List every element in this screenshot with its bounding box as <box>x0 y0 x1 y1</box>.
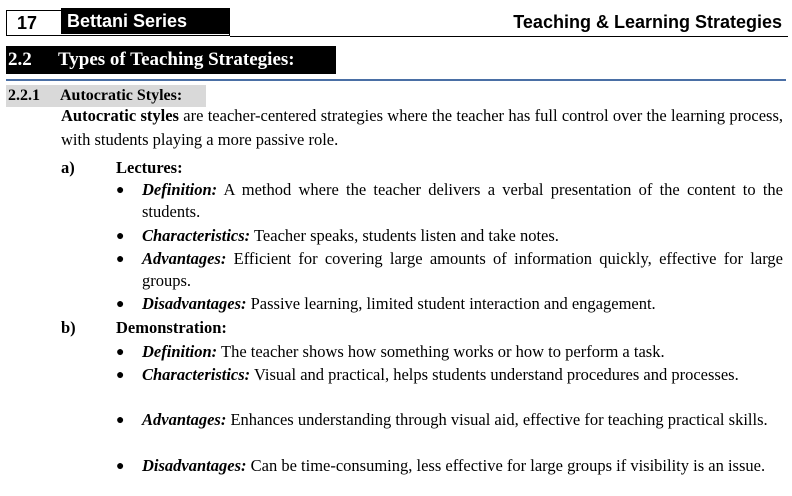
list-item <box>142 248 783 292</box>
point-text: Teacher speaks, students listen and take notes. <box>250 226 559 245</box>
point-text: Can be time-consuming, less effective for large groups if visibility is an issue. <box>246 456 766 475</box>
list-item <box>142 225 783 247</box>
point-text: Efficient for covering large amounts of information quickly, effective for large groups. <box>142 249 783 290</box>
intro-paragraph <box>61 104 783 152</box>
point-term: Advantages: <box>142 249 227 268</box>
point-term: Advantages: <box>142 410 227 429</box>
point-text: The teacher shows how something works or how to perform a task. <box>217 342 665 361</box>
point-term: Characteristics: <box>142 226 251 245</box>
list-item <box>142 341 783 363</box>
subsection-title: Autocratic Styles: <box>60 87 183 104</box>
page-header <box>6 8 788 38</box>
bullet-icon: ● <box>116 183 125 198</box>
point-term: Definition: <box>142 180 218 199</box>
item-title: Lectures: <box>116 158 183 177</box>
subsection-number: 2.2.1 <box>8 87 40 104</box>
bullet-icon: ● <box>116 459 125 474</box>
section-title: Types of Teaching Strategies: <box>58 49 295 70</box>
bullet-icon: ● <box>116 297 125 312</box>
intro-text: are teacher-centered strategies where the teacher has full control over the learning process, with students playing a more passive role. <box>61 106 783 149</box>
list-item <box>142 409 783 431</box>
section-number: 2.2 <box>8 49 32 70</box>
point-text: Enhances understanding through visual aid, effective for teaching practical skills. <box>226 410 768 429</box>
list-item <box>142 293 783 315</box>
bullet-icon: ● <box>116 345 125 360</box>
series-title: Bettani Series <box>61 8 230 34</box>
item-letter: a) <box>61 158 75 177</box>
point-term: Definition: <box>142 342 218 361</box>
bullet-icon: ● <box>116 413 125 428</box>
item-letter: b) <box>61 318 76 337</box>
point-term: Characteristics: <box>142 365 251 384</box>
point-text: Visual and practical, helps students understand procedures and processes. <box>250 365 739 384</box>
point-text: A method where the teacher delivers a verbal presentation of the content to the students. <box>142 180 783 221</box>
item-title: Demonstration: <box>116 318 227 337</box>
bullet-icon: ● <box>116 368 125 383</box>
point-term: Disadvantages: <box>142 294 247 313</box>
point-text: Passive learning, limited student interaction and engagement. <box>246 294 656 313</box>
intro-term: Autocratic styles <box>61 106 179 125</box>
bullet-icon: ● <box>116 252 125 267</box>
point-term: Disadvantages: <box>142 456 247 475</box>
section-divider <box>6 79 786 81</box>
header-rule <box>230 36 788 37</box>
page-number: 17 <box>17 13 38 33</box>
list-item <box>142 455 783 477</box>
section-heading <box>6 46 336 74</box>
chapter-title: Teaching & Learning Strategies <box>513 12 782 32</box>
bullet-icon: ● <box>116 229 125 244</box>
list-item <box>142 364 783 386</box>
list-item <box>142 179 783 223</box>
